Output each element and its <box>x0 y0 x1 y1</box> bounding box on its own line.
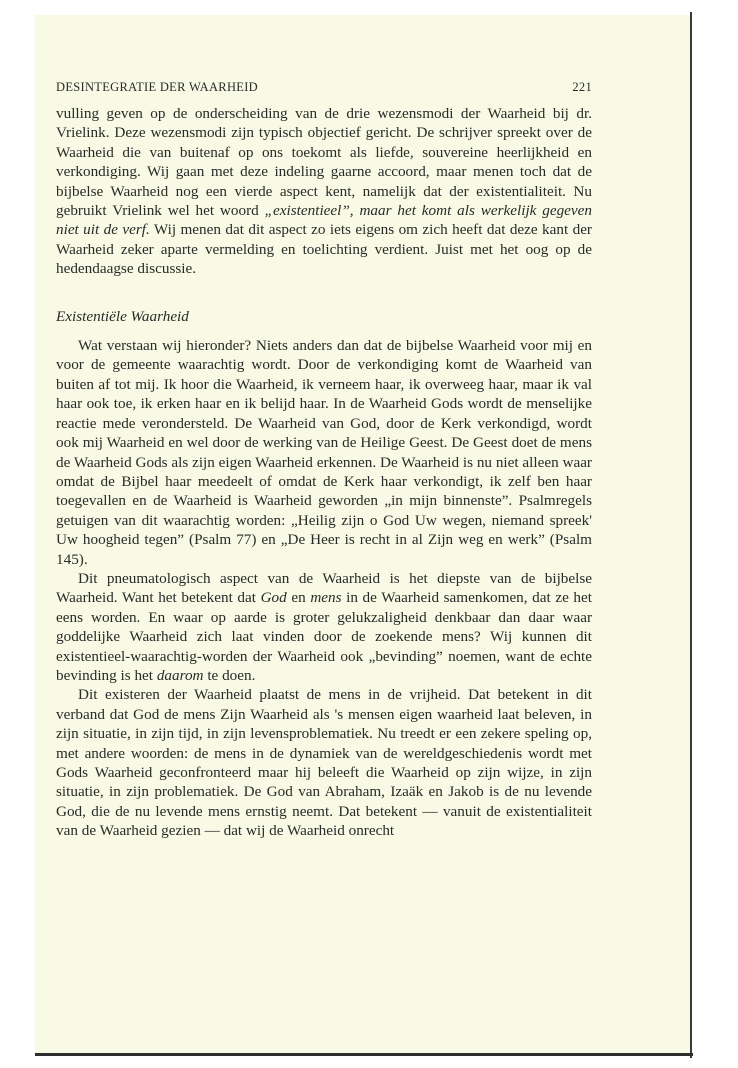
paragraph-1 <box>56 104 592 279</box>
paragraph-4: Dit existeren der Waarheid plaatst de mens in de vrijheid. Dat betekent in dit verband dat God de mens Zijn Waarheid als 's mensen eigen waarheid laat beleven, in zijn situatie, in zijn tijd, in zijn levensproblematiek. Nu treedt er een zekere speling op, met andere woorden: de mens in de dynamiek van de wereldgeschiedenis wordt met Gods Waarheid geconfronteerd maar hij beleeft die Waarheid op zijn wijze, in zijn situatie, in zijn problematiek. De God van Abraham, Izaäk en Jakob is de nu levende God, die de nu levende mens ernstig neemt. Dat betekent — vanuit de existentialiteit van de Waarheid gezien — dat wij de Waarheid onrecht <box>56 686 592 840</box>
paragraph-3-text-b: en <box>291 589 306 607</box>
page-bottom-edge <box>35 1053 693 1056</box>
paragraph-1-text: vulling geven op de onderscheiding van de drie wezensmodi der Waarheid bij dr. Vrielink. Deze wezensmodi zijn typisch objectief gericht. De schrijver spreekt over de Waarheid die van buitenaf op ons toekomt als liefde, souvereine heerlijkheid en verkondiging. Wij gaan met deze indeling gaarne accoord, maar menen toch dat de bijbelse Waarheid nog een vierde aspect kent, namelijk dat der existentialiteit. Nu gebruikt Vrielink wel het woord <box>56 105 592 220</box>
running-title: DESINTEGRATIE DER WAARHEID <box>56 80 258 94</box>
paragraph-3-text-c: in de Waarheid samenkomen, dat ze het eens worden. En waar op aarde is groter gelukzaligheid denkbaar dan daar waar goddelijke Waarheid zich laat vinden door de zoekende mens? Wij kunnen dit existentieel-waarachtig-worden der Waarheid ook „bevinding” noemen, want de echte bevinding is het <box>56 589 592 684</box>
paragraph-3-em-god: God <box>260 589 287 607</box>
paragraph-3-text-a: Dit pneumatologisch aspect van de Waarheid is het diepste van de bijbelse Waarheid. Want het betekent dat <box>56 569 592 607</box>
paragraph-3 <box>56 569 592 685</box>
page-number: 221 <box>572 80 592 94</box>
page-body <box>56 104 592 841</box>
page-right-edge <box>690 12 692 1058</box>
section-heading: Existentiële Waarheid <box>56 307 189 325</box>
paragraph-2: Wat verstaan wij hieronder? Niets anders dan dat de bijbelse Waarheid voor mij en voor de gemeente waarachtig wordt. Door de verkondiging komt de Waarheid van buiten af tot mij. Ik hoor die Waarheid, ik verneem haar, ik overweeg haar, maar ik val haar ook toe, ik erken haar en ik belijd haar. In de Waarheid Gods wordt de menselijke reactie mede verondersteld. De Waarheid van God, door de Kerk verkondigd, wordt ook mij Waarheid en wel door de werking van de Heilige Geest. De Geest doet de mens de Waarheid Gods als zijn eigen Waarheid erkennen. De Waarheid is nu niet alleen waar omdat de Bijbel haar meedeelt of omdat de Kerk haar verkondigt, ik zelf ben haar toegevallen en de Waarheid is Waarheid geworden „in mijn binnenste”. Psalmregels getuigen van dit waarachtig worden: „Heilig zijn o God Uw wegen, niemand spreek' Uw hoogheid tegen” (Psalm 77) en „De Heer is recht in al Zijn weg en werk” (Psalm 145). <box>56 337 592 568</box>
paragraph-3-em-daarom: daarom <box>156 666 204 684</box>
paragraph-3-em-mens: mens <box>310 589 342 607</box>
paragraph-1-italic: „existentieel”, maar het komt als werkelijk gegeven niet uit de verf. <box>56 202 593 239</box>
paragraph-1-end: Wij menen dat dit aspect zo iets eigens om zich heeft dat deze kant der Waarheid zeker aparte vermelding en toelichting verdient. Juist met het oog op de hedendaagse discussie. <box>56 221 592 278</box>
paragraph-3-text-d: te doen. <box>207 666 256 684</box>
